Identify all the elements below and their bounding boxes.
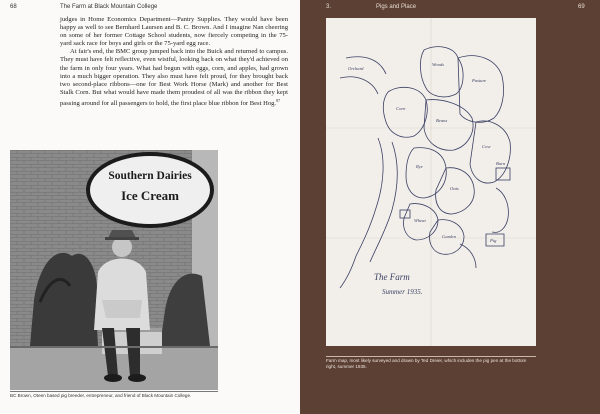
photo-caption: BC Brown, Oteen based pig breeder, entrepreneur, and friend of Black Mountain College.: [10, 393, 192, 398]
map-label-pasture: Pasture: [472, 78, 487, 83]
bc-brown-photo: [10, 150, 218, 390]
map-title: The Farm: [374, 272, 410, 282]
running-title: The Farm at Black Mountain College: [60, 4, 158, 10]
map-label-rye: Rye: [416, 164, 423, 169]
right-page-number: 69: [578, 4, 585, 10]
map-label-oats: Oats: [450, 186, 459, 191]
map-label-corn: Corn: [396, 106, 406, 111]
map-subtitle: Summer 1935.: [382, 288, 423, 296]
paragraph-2: [60, 48, 288, 108]
section-number: 3.: [326, 4, 332, 10]
body-text: [60, 16, 288, 108]
sign-line-1: Southern Dairies: [108, 170, 192, 182]
left-caption-rule: [10, 391, 218, 392]
map-label-beans: Beans: [436, 118, 448, 123]
map-label-barn: Barn: [496, 161, 506, 166]
footnote-ref: 87: [276, 97, 281, 103]
map-label-woods: Woods: [432, 62, 445, 67]
map-caption: Farm map, most likely surveyed and drawn by Ted Dreier, which includes the pig pen at the bottom right, summer 1935.: [326, 358, 527, 369]
section-title: Pigs and Place: [376, 4, 417, 10]
left-page-number: 68: [10, 4, 17, 10]
sign-line-2: Ice Cream: [121, 188, 179, 203]
map-label-garden: Garden: [442, 234, 456, 239]
farm-map: [326, 18, 536, 346]
map-label-wheat: Wheat: [414, 218, 426, 223]
bc-brown-photo-art: [10, 150, 218, 390]
paragraph-2-text: At fair's end, the BMC group jumped back into the Buick and returned to campus. They must have felt reflective, even wistful, looking back on what they'd achieved on the farm in only four years. What had begun with eggs, corn, and apples, had grown into a much bigger operation. They also must have felt proud, for they brought back two second-place ribbons—one for Best Work Horse (Mark) and another for Best Stalk Corn. But what would have made them proudest of all was the ribbon they kept passing around for all passengers to hold, the first place blue ribbon for Best Hog.: [60, 48, 288, 108]
map-label-cow: Cow: [482, 144, 491, 149]
paragraph-1: judges in Home Economics Department—Pantry Supplies. They would have been happy as well to see Bernhard Laursen and B. C. Brown. And I imagine Nan cheering on some of her former Cottage School students, now fiercely competing in the 75-yard sack race for boys and girls or the 75-yard egg race.: [60, 16, 288, 48]
map-label-pig: Pig: [490, 238, 497, 243]
right-caption-rule: [326, 356, 536, 357]
map-label-orchard: Orchard: [348, 66, 364, 71]
farm-map-drawing: [326, 18, 536, 346]
